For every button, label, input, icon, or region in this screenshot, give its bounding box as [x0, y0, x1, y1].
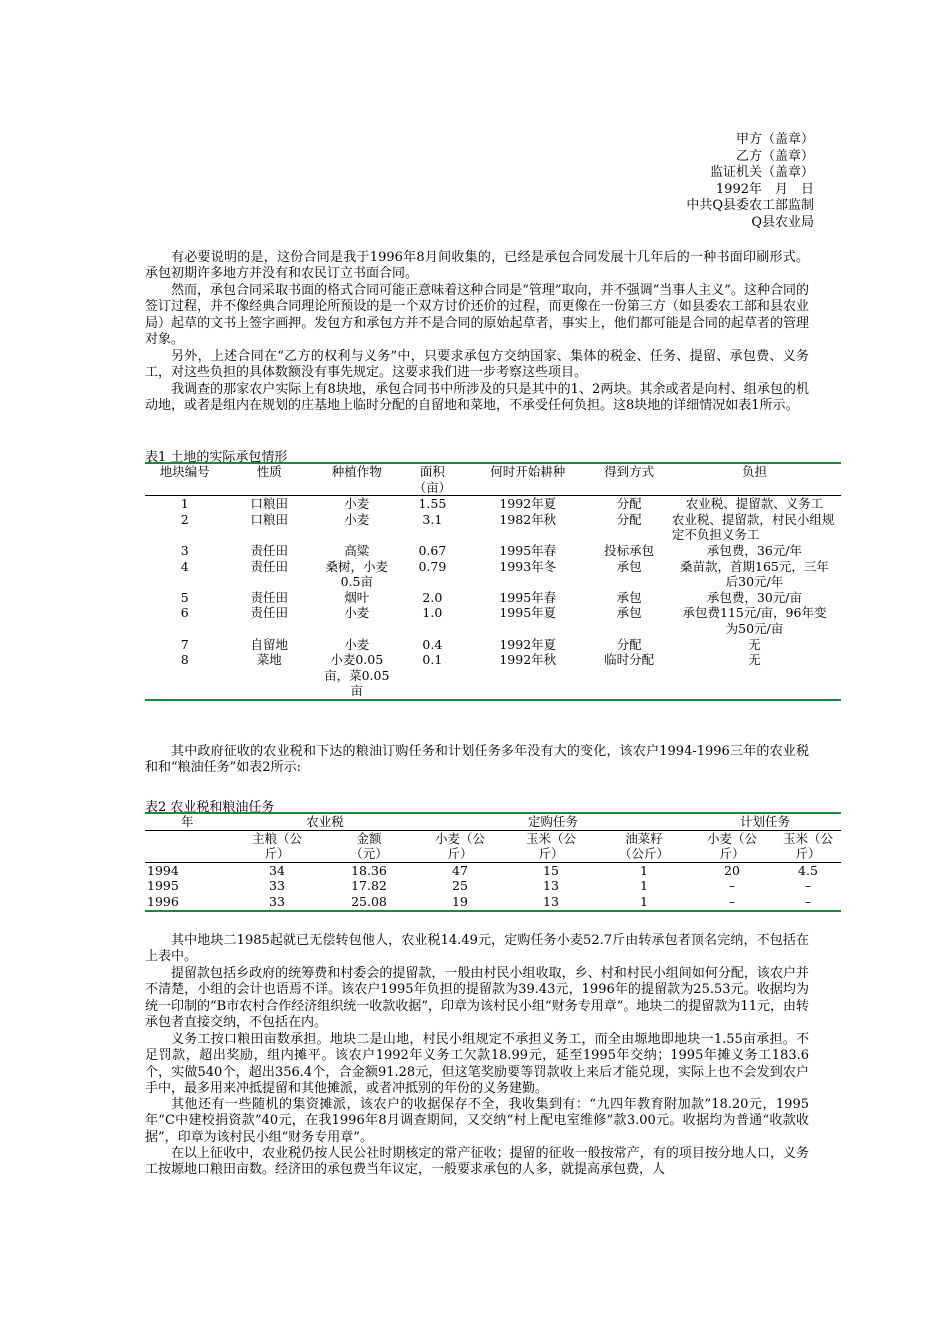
- cell: 1: [640, 878, 648, 894]
- cell: 15: [543, 862, 559, 878]
- table-row: [145, 543, 841, 559]
- table-row: [145, 559, 841, 590]
- cell: 承包费，36元/年: [706, 542, 803, 558]
- col-header: 玉米（公斤）: [503, 830, 599, 862]
- cell: 19: [452, 893, 468, 909]
- cell: 25: [452, 878, 468, 894]
- cell: 0.1: [422, 652, 443, 668]
- cell: 承包: [616, 589, 642, 605]
- cell: 5: [180, 589, 189, 605]
- sign-date: 1992年 月 日: [715, 181, 814, 197]
- table-row: [145, 878, 841, 894]
- cell: 1: [640, 862, 648, 878]
- maker: 中共Q县委农工部监制: [686, 198, 814, 214]
- table-row: [145, 512, 841, 543]
- cell: 17.82: [351, 878, 387, 894]
- table-row: [145, 496, 841, 512]
- col-header: 油菜籽（公斤）: [599, 830, 689, 862]
- signature-block: [686, 132, 814, 232]
- cell: 2.0: [422, 589, 443, 605]
- cell: 1992年秋: [499, 652, 557, 668]
- paragraph: 其中政府征收的农业税和下达的粮油订购任务和计划任务多年没有大的变化，该农户1994-1996三年的农业税和和“粮油任务”如表2所示:: [145, 744, 809, 776]
- cell: 分配: [616, 636, 642, 652]
- table-row: [145, 590, 841, 606]
- table-row: [145, 652, 841, 700]
- cell: 无: [748, 652, 761, 668]
- col-header: 性质: [225, 463, 314, 496]
- paragraph: 有必要说明的是，这份合同是我于1996年8月间收集的，已经是承包合同发展十几年后的一种书面印刷形式。承包初期许多地方并没有和农民订立书面合同。: [145, 250, 809, 282]
- cell: 投标承包: [604, 542, 655, 558]
- cell: –: [728, 878, 736, 894]
- cell: 小麦: [344, 636, 370, 652]
- cell: 1993年冬: [499, 558, 557, 574]
- cell: 口粮田: [250, 511, 288, 527]
- cell: 口粮田: [250, 496, 288, 512]
- empty-header: [145, 830, 233, 862]
- cell: 4.5: [798, 862, 818, 878]
- table1-caption: 表1 土地的实际承包情形: [145, 450, 288, 465]
- cell: 1995: [147, 878, 179, 894]
- cell: 承包费115元/亩，96年变为50元/亩: [682, 605, 827, 636]
- cell: 临时分配: [604, 652, 655, 668]
- cell: 承包: [616, 558, 642, 574]
- paragraph: 在以上征收中，农业税仍按人民公社时期核定的常产征收；提留的征收一般按常产，有的项目按分地人口，义务工按塬地口粮田亩数。经济田的承包费当年议定，一般要求承包的人多，就提高承包费，人: [145, 1146, 809, 1178]
- cell: 自留地: [250, 636, 288, 652]
- cell: 25.08: [351, 893, 387, 909]
- cell: 承包: [616, 605, 642, 621]
- table-row: [145, 605, 841, 636]
- table-row: [145, 637, 841, 653]
- cell: –: [728, 893, 736, 909]
- col-header: 小麦（公斤）: [689, 830, 775, 862]
- cell: 1994: [147, 862, 179, 878]
- cell: 分配: [616, 496, 642, 512]
- cell: 47: [452, 862, 468, 878]
- cell: 小麦: [344, 605, 370, 621]
- cell: 无: [748, 636, 761, 652]
- paragraph: 我调查的那家农户实际上有8块地，承包合同书中所涉及的只是其中的1、2两块。其余或者是向村、组承包的机动地，或者是组内在规划的庄基地上临时分配的自留地和菜地，不承受任何负担。这8块地的详细情况如表1所示。: [145, 382, 809, 414]
- col-header: 小麦（公斤）: [417, 830, 503, 862]
- tax-table: [145, 812, 841, 912]
- col-header: 年: [145, 813, 233, 830]
- col-header: 计划任务: [689, 813, 841, 830]
- bureau: Q县农业局: [751, 214, 814, 230]
- cell: 责任田: [250, 542, 288, 558]
- table2-caption: 表2 农业税和粮油任务: [145, 800, 275, 815]
- cell: 桑树，小麦0.5亩: [325, 558, 389, 590]
- col-header: 农业税: [233, 813, 417, 830]
- paragraph: 然而，承包合同采取书面的格式合同可能正意味着这种合同是“管理”取向，并不强调“当事人主义”。这种合同的签订过程，并不像经典合同理论所预设的是一个双方讨价还价的过程，而更像在一份第三方（如县委农工部和县农业局）起草的文书上签字画押。发包方和承包方并不是合同的原始起草者，事实上，他们都可能是合同的起草者的管理对象。: [145, 283, 809, 348]
- cell: 责任田: [250, 589, 288, 605]
- table-row: [145, 894, 841, 911]
- cell: 烟叶: [344, 589, 370, 605]
- cell: 6: [180, 605, 189, 621]
- cell: 13: [543, 878, 559, 894]
- col-header: 得到方式: [590, 463, 668, 496]
- col-header: 种植作物: [314, 463, 400, 496]
- cell: 承包费，30元/亩: [706, 589, 803, 605]
- table-header-row: [145, 463, 841, 496]
- cell: 1: [180, 496, 189, 512]
- cell: 34: [269, 862, 285, 878]
- cell: 1: [640, 893, 648, 909]
- cell: 高粱: [344, 542, 370, 558]
- cell: 1996: [147, 893, 179, 909]
- cell: 8: [180, 652, 189, 668]
- group-header-row: [145, 813, 841, 830]
- paragraph: 其中地块二1985起就已无偿转包他人，农业税14.49元，定购任务小麦52.7斤由转承包者顶名完纳，不包括在上表中。: [145, 933, 809, 965]
- paragraph: 义务工按口粮田亩数承担。地块二是山地，村民小组规定不承担义务工，而全由塬地即地块一1.55亩承担。不足罚款，超出奖励，组内摊平。该农户1992年义务工欠款18.99元，延至1995年交纳；1995年摊义务工183.6个，实做540个，超出356.4个，合金额91.28元，但这笔奖励要等罚款收上来后才能兑现，实际上也不会发到农户手中，最多用来冲抵提留和其他摊派，或者冲抵别的年份的义务建勤。: [145, 1032, 809, 1097]
- cell: 责任田: [250, 558, 288, 574]
- col-header: 金额（元）: [321, 830, 417, 862]
- cell: 1992年夏: [499, 496, 557, 512]
- supervisor: 监证机关（盖章）: [709, 165, 814, 181]
- cell: 桑苗款，首期165元，三年后30元/年: [680, 558, 829, 590]
- paragraph: 其他还有一些随机的集资摊派，该农户的收据保存不全，我收集到有：“九四年教育附加款”18.20元，1995年“C中建校捐资款”40元，在我1996年8月调查期间，又交纳“村上配电室维修”款3.00元。收据均为普通“收款收据”，印章为该村民小组“财务专用章”。: [145, 1097, 809, 1145]
- table-row: [145, 862, 841, 878]
- cell: 7: [180, 636, 189, 652]
- cell: 4: [180, 558, 189, 574]
- col-header: 定购任务: [417, 813, 689, 830]
- cell: 13: [543, 893, 559, 909]
- cell: 0.67: [418, 542, 447, 558]
- cell: 0.79: [418, 558, 447, 574]
- col-header: 面积（亩）: [400, 463, 466, 496]
- col-header: 何时开始耕种: [465, 463, 590, 496]
- cell: 2: [180, 511, 189, 527]
- cell: 0.4: [422, 636, 443, 652]
- cell: 1995年春: [499, 589, 557, 605]
- col-header: 玉米（公斤）: [775, 830, 841, 862]
- land-table: [145, 462, 841, 701]
- cell: 小麦: [344, 496, 370, 512]
- col-header: 主粮（公斤）: [233, 830, 321, 862]
- paragraph: 另外，上述合同在“乙方的权利与义务”中，只要求承包方交纳国家、集体的税金、任务、提留、承包费、义务工，对这些负担的具体数额没有事先规定。这要求我们进一步考察这些项目。: [145, 349, 809, 381]
- cell: 小麦: [344, 511, 370, 527]
- cell: –: [804, 878, 812, 894]
- cell: 33: [269, 893, 285, 909]
- cell: 1982年秋: [499, 511, 557, 527]
- party-a: 甲方（盖章）: [735, 132, 814, 147]
- cell: 菜地: [256, 652, 282, 668]
- cell: 3.1: [422, 511, 443, 527]
- cell: 1992年夏: [499, 636, 557, 652]
- cell: 1.55: [418, 496, 447, 512]
- cell: 责任田: [250, 605, 288, 621]
- cell: 分配: [616, 511, 642, 527]
- cell: 20: [724, 862, 740, 878]
- cell: 1.0: [422, 605, 443, 621]
- cell: 18.36: [351, 862, 387, 878]
- cell: 农业税、提留款、义务工: [685, 496, 824, 512]
- cell: 1995年夏: [499, 605, 557, 621]
- cell: 33: [269, 878, 285, 894]
- sub-header-row: [145, 830, 841, 862]
- col-header: 地块编号: [145, 463, 225, 496]
- cell: –: [804, 893, 812, 909]
- party-b: 乙方（盖章）: [735, 148, 814, 164]
- cell: 农业税、提留款，村民小组规定不负担义务工: [671, 511, 835, 543]
- col-header: 负担: [668, 463, 841, 496]
- paragraph: 提留款包括乡政府的统筹费和村委会的提留款，一般由村民小组收取，乡、村和村民小组间如何分配，该农户并不清楚，小组的会计也语焉不详。该农户1995年负担的提留款为39.43元，1996年的提留款为25.53元。收据均为统一印制的“B市农村合作经济组织统一收款收据”，印章为该村民小组“财务专用章”。地块二的提留款为11元，由转承包者直接交纳，不包括在内。: [145, 966, 809, 1031]
- cell: 小麦0.05亩，菜0.05亩: [324, 652, 390, 699]
- cell: 1995年春: [499, 542, 557, 558]
- cell: 3: [180, 542, 189, 558]
